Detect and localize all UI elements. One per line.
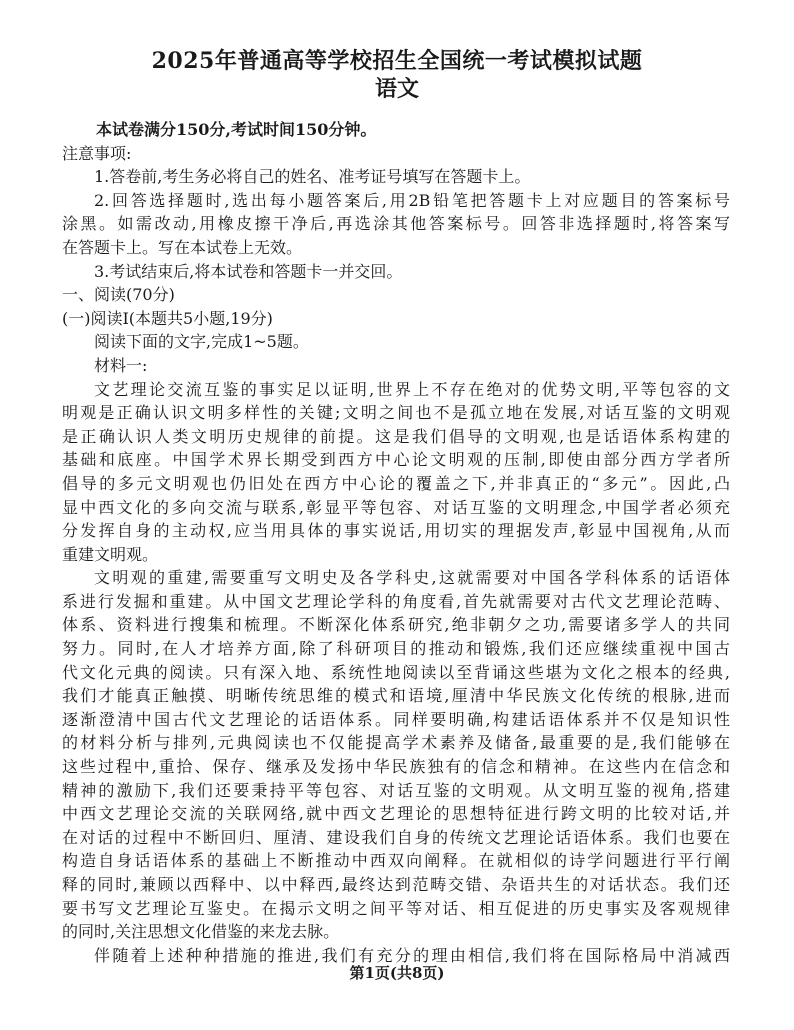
subject-title: 语文: [374, 76, 419, 102]
exam-content: [62, 118, 730, 967]
passage-line: 的材料分析与排列,元典阅读也不仅能提高学术素养及储备,最重要的是,我们能够在: [62, 733, 730, 753]
passage-line: 倡导的多元文明观也仍旧处在西方中心论的覆盖之下,并非真正的“多元”。因此,凸: [62, 473, 730, 493]
passage-line: 是正确认识人类文明历史规律的前提。这是我们倡导的文明观,也是话语体系构建的: [62, 426, 730, 446]
notice-line-5: 3.考试结束后,将本试卷和答题卡一并交回。: [94, 261, 403, 281]
passage-line: 中西文艺理论交流的关联网络,就中西文艺理论的思想特征进行跨文明的比较对话,并: [62, 804, 730, 824]
passage-line: 在对话的过程中不断回归、厘清、建设我们自身的传统文艺理论话语体系。我们也要在: [62, 827, 730, 847]
passage-line: 代文化元典的阅读。只有深入地、系统性地阅读以至背诵这些堪为文化之根本的经典,: [62, 662, 730, 682]
passage-line: 伴随着上述种种措施的推进,我们有充分的理由相信,我们将在国际格局中消减西: [94, 945, 730, 965]
passage-line: 我们才能真正触摸、明晰传统思维的模式和语境,厘清中华民族文化传统的根脉,进而: [62, 686, 730, 706]
passage-line: 显中西文化的多向交流与联系,彰显平等包容、对话互鉴的文明理念,中国学者必须充: [62, 497, 730, 517]
material-label: 材料一:: [94, 355, 148, 375]
passage-line: 文明观的重建,需要重写文明史及各学科史,这就需要对中国各学科体系的话语体: [94, 568, 730, 588]
notice-line-3: 涂黑。如需改动,用橡皮擦干净后,再选涂其他答案标号。回答非选择题时,将答案写: [62, 214, 730, 234]
passage-line: 要书写文艺理论互鉴史。在揭示文明之间平等对话、相互促进的历史事实及客观规律: [62, 898, 730, 918]
notice-line-1: 1.答卷前,考生务必将自己的姓名、准考证号填写在答题卡上。: [94, 167, 531, 187]
notice-title: 注意事项:: [62, 143, 132, 163]
notice-line-2: 2.回答选择题时,选出每小题答案后,用2B铅笔把答题卡上对应题目的答案标号: [94, 190, 730, 210]
passage-line: 重建文明观。: [62, 544, 159, 564]
passage-line: 体系、资料进行搜集和梳理。不断深化体系研究,绝非朝夕之功,需要诸多学人的共同: [62, 615, 730, 635]
reading-instruction: 阅读下面的文字,完成1~5题。: [94, 332, 309, 352]
passage-line: 努力。同时,在人才培养方面,除了科研项目的推动和锻炼,我们还应继续重视中国古: [62, 639, 730, 659]
passage-line: 构造自身话语体系的基础上不断推动中西双向阐释。在就相似的诗学问题进行平行阐: [62, 851, 730, 871]
score-time-line: 本试卷满分150分,考试时间150分钟。: [96, 120, 377, 139]
passage-line: 逐渐澄清中国古代文艺理论的话语体系。同样要明确,构建话语体系并不仅是知识性: [62, 709, 730, 729]
passage-line: 释的同时,兼顾以西释中、以中释西,最终达到范畴交错、杂语共生的对话状态。我们还: [62, 875, 730, 894]
notice-line-4: 在答题卡上。写在本试卷上无效。: [62, 237, 303, 257]
passage-line: 基础和底座。中国学术界长期受到西方中心论文明观的压制,即使由部分西方学者所: [62, 450, 730, 470]
passage-line: 系进行发掘和重建。从中国文艺理论学科的角度看,首先就需要对古代文艺理论范畴、: [62, 591, 730, 611]
page-number: 第1页(共8页): [349, 964, 445, 982]
passage-line: 文艺理论交流互鉴的事实足以证明,世界上不存在绝对的优势文明,平等包容的文: [94, 379, 730, 399]
section-heading: 一、阅读(70分): [62, 285, 175, 305]
passage-line: 明观是正确认识文明多样性的关键;文明之间也不是孤立地在发展,对话互鉴的文明观: [62, 403, 730, 423]
passage-line: 精神的激励下,我们还要秉持平等包容、对话互鉴的文明观。从文明互鉴的视角,搭建: [62, 780, 730, 800]
passage-line: 的同时,关注思想文化借鉴的来龙去脉。: [62, 922, 340, 942]
passage-line: 这些过程中,重拾、保存、继承及发扬中华民族独有的信念和精神。在这些内在信念和: [62, 757, 730, 777]
exam-title: 2025年普通高等学校招生全国统一考试模拟试题: [151, 48, 643, 74]
section-sub-heading: (一)阅读Ⅰ(本题共5小题,19分): [62, 308, 273, 328]
passage-line: 分发挥自身的主动权,应当用具体的事实说话,用切实的理据发声,彰显中国视角,从而: [62, 521, 730, 541]
